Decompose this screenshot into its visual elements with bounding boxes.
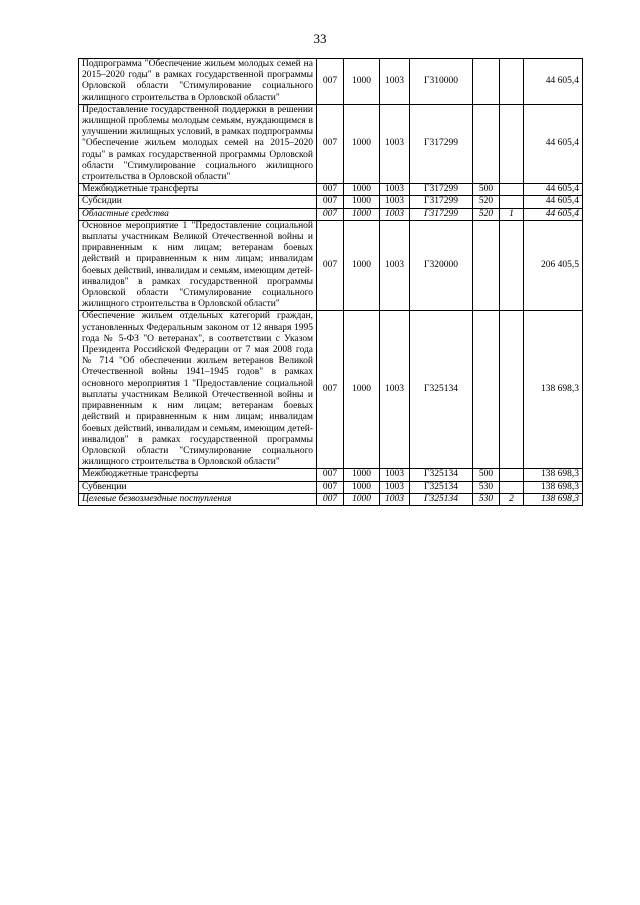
row-grbs-code: 007 xyxy=(317,220,344,311)
table-row xyxy=(79,469,583,481)
row-amount: 44 605,4 xyxy=(524,208,583,220)
row-target-article-code: Г317299 xyxy=(410,104,473,183)
row-amount: 44 605,4 xyxy=(524,59,583,105)
row-target-article-code: Г325134 xyxy=(410,311,473,469)
budget-table xyxy=(78,58,583,506)
row-section-code: 1000 xyxy=(344,469,380,481)
row-amount: 44 605,4 xyxy=(524,196,583,208)
row-section-code: 1000 xyxy=(344,104,380,183)
row-subsection-code: 1003 xyxy=(380,208,410,220)
row-subsection-code: 1003 xyxy=(380,196,410,208)
row-target-article-code: Г325134 xyxy=(410,469,473,481)
table-row xyxy=(79,59,583,105)
row-section-code: 1000 xyxy=(344,196,380,208)
row-amount: 138 698,3 xyxy=(524,481,583,493)
row-amount: 206 405,5 xyxy=(524,220,583,311)
row-expense-type-code: 530 xyxy=(473,481,500,493)
row-expense-type-code: 530 xyxy=(473,493,500,505)
row-expense-type-code: 520 xyxy=(473,208,500,220)
row-source-code xyxy=(500,196,524,208)
row-subsection-code: 1003 xyxy=(380,184,410,196)
table-row xyxy=(79,196,583,208)
row-section-code: 1000 xyxy=(344,220,380,311)
row-subsection-code: 1003 xyxy=(380,220,410,311)
row-grbs-code: 007 xyxy=(317,208,344,220)
row-section-code: 1000 xyxy=(344,208,380,220)
row-source-code xyxy=(500,104,524,183)
row-source-code xyxy=(500,220,524,311)
row-target-article-code: Г317299 xyxy=(410,208,473,220)
row-subsection-code: 1003 xyxy=(380,59,410,105)
row-expense-type-code xyxy=(473,311,500,469)
row-expense-type-code xyxy=(473,104,500,183)
row-grbs-code: 007 xyxy=(317,493,344,505)
row-amount: 138 698,3 xyxy=(524,469,583,481)
table-row xyxy=(79,104,583,183)
row-section-code: 1000 xyxy=(344,59,380,105)
table-row xyxy=(79,311,583,469)
row-source-code xyxy=(500,59,524,105)
row-expense-type-code xyxy=(473,59,500,105)
row-description: Обеспечение жильем отдельных категорий граждан, установленных Федеральным законом от 12 января 1995 года № 5-ФЗ "О ветеранах", в соответствии с Указом Президента Российской Федерации от 7 мая 2008 года № 714 "Об обеспечении жильем ветеранов Великой Отечественной войны 1941–1945 годов" в рамках основного мероприятия 1 "Предоставление социальной выплаты участникам Великой Отечественной войны и приравненным к ним лицам; ветеранам боевых действий и приравненным к ним лицам; инвалидам боевых действий, инвалидам и семьям, имеющим детей-инвалидов" в рамках государственной программы Орловской области "Стимулирование социального жилищного строительства в Орловской области" xyxy=(79,311,317,469)
row-subsection-code: 1003 xyxy=(380,311,410,469)
row-description: Предоставление государственной поддержки в решении жилищной проблемы молодым семьям, нуждающимся в улучшении жилищных условий, в рамках подпрограммы "Обеспечение жильем молодых семей на 2015–2020 годы" в рамках государственной программы Орловской области "Стимулирование социального жилищного строительства в Орловской области" xyxy=(79,104,317,183)
row-section-code: 1000 xyxy=(344,493,380,505)
row-section-code: 1000 xyxy=(344,184,380,196)
row-description: Подпрограмма "Обеспечение жильем молодых семей на 2015–2020 годы" в рамках государственной программы Орловской области "Стимулирование социального жилищного строительства в Орловской области" xyxy=(79,59,317,105)
row-expense-type-code: 500 xyxy=(473,184,500,196)
row-description: Областные средства xyxy=(79,208,317,220)
row-description: Субвенции xyxy=(79,481,317,493)
table-row xyxy=(79,184,583,196)
row-source-code xyxy=(500,184,524,196)
row-amount: 44 605,4 xyxy=(524,184,583,196)
row-grbs-code: 007 xyxy=(317,59,344,105)
row-section-code: 1000 xyxy=(344,311,380,469)
row-description: Основное мероприятие 1 "Предоставление социальной выплаты участникам Великой Отечественной войны и приравненным к ним лицам; ветеранам боевых действий и приравненным к ним лицам; инвалидам боевых действий, инвалидам и семьям, имеющим детей-инвалидов" в рамках государственной программы Орловской области "Стимулирование социального жилищного строительства в Орловской области" xyxy=(79,220,317,311)
table-row xyxy=(79,220,583,311)
row-description: Целевые безвозмездные поступления xyxy=(79,493,317,505)
row-grbs-code: 007 xyxy=(317,469,344,481)
row-subsection-code: 1003 xyxy=(380,469,410,481)
row-amount: 138 698,3 xyxy=(524,311,583,469)
row-source-code: 1 xyxy=(500,208,524,220)
row-subsection-code: 1003 xyxy=(380,481,410,493)
row-grbs-code: 007 xyxy=(317,196,344,208)
budget-table-body xyxy=(79,59,583,506)
row-expense-type-code xyxy=(473,220,500,311)
row-source-code xyxy=(500,469,524,481)
row-amount: 44 605,4 xyxy=(524,104,583,183)
row-grbs-code: 007 xyxy=(317,481,344,493)
row-amount: 138 698,3 xyxy=(524,493,583,505)
row-target-article-code: Г317299 xyxy=(410,184,473,196)
row-description: Межбюджетные трансферты xyxy=(79,184,317,196)
row-target-article-code: Г317299 xyxy=(410,196,473,208)
row-grbs-code: 007 xyxy=(317,104,344,183)
row-subsection-code: 1003 xyxy=(380,493,410,505)
row-description: Субсидии xyxy=(79,196,317,208)
page-number: 33 xyxy=(313,31,327,46)
row-grbs-code: 007 xyxy=(317,311,344,469)
table-row xyxy=(79,481,583,493)
row-subsection-code: 1003 xyxy=(380,104,410,183)
row-section-code: 1000 xyxy=(344,481,380,493)
table-row xyxy=(79,208,583,220)
row-target-article-code: Г325134 xyxy=(410,481,473,493)
row-expense-type-code: 520 xyxy=(473,196,500,208)
row-target-article-code: Г325134 xyxy=(410,493,473,505)
row-description: Межбюджетные трансферты xyxy=(79,469,317,481)
row-source-code: 2 xyxy=(500,493,524,505)
row-expense-type-code: 500 xyxy=(473,469,500,481)
row-source-code xyxy=(500,481,524,493)
row-target-article-code: Г310000 xyxy=(410,59,473,105)
table-row xyxy=(79,493,583,505)
row-grbs-code: 007 xyxy=(317,184,344,196)
row-target-article-code: Г320000 xyxy=(410,220,473,311)
row-source-code xyxy=(500,311,524,469)
